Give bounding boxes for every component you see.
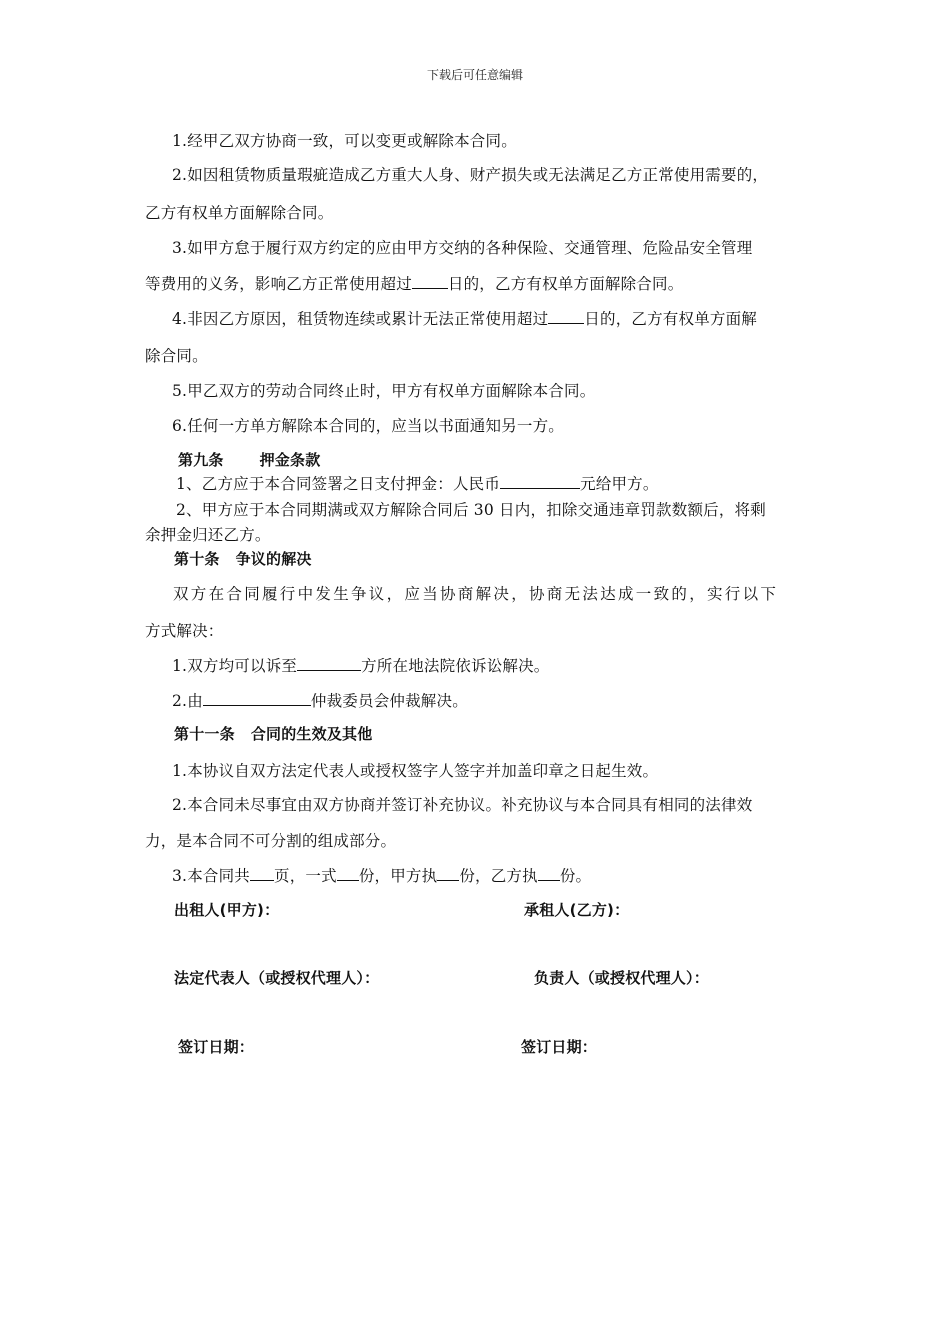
- clause-line: 2、甲方应于本合同期满或双方解除合同后 30 日内，扣除交通违章罚款数额后，将剩: [176, 501, 766, 519]
- clause-line: 2.由 仲裁委员会仲裁解决。: [172, 692, 468, 710]
- blank-field: [437, 866, 459, 881]
- clause-line: 4.非因乙方原因，租赁物连续或累计无法正常使用超过 日的，乙方有权单方面解: [172, 310, 757, 328]
- clause-line: 3.本合同共 页，一式 份，甲方执 份，乙方执 份。: [172, 867, 592, 885]
- clause-line: 等费用的义务，影响乙方正常使用超过 日的，乙方有权单方面解除合同。: [145, 275, 684, 293]
- blank-field: [297, 656, 361, 671]
- blank-field: [500, 474, 580, 489]
- blank-field: [538, 866, 560, 881]
- clause-line: 乙方有权单方面解除合同。: [145, 204, 334, 222]
- page-header: 下载后可任意编辑: [426, 68, 523, 82]
- lessee-label: 承租人(乙方)：: [524, 901, 630, 919]
- lessor-label: 出租人(甲方)：: [174, 901, 280, 919]
- clause-line: 方式解决：: [145, 622, 224, 640]
- article-heading: 第十一条 合同的生效及其他: [174, 725, 373, 743]
- clause-line: 1、乙方应于本合同签署之日支付押金：人民币 元给甲方。: [176, 475, 659, 493]
- clause-line: 5.甲乙双方的劳动合同终止时，甲方有权单方面解除本合同。: [172, 382, 596, 400]
- article-heading: 第十条 争议的解决: [174, 550, 312, 568]
- blank-field: [548, 309, 584, 324]
- clause-line: 双方在合同履行中发生争议，应当协商解决，协商无法达成一致的，实行以下: [173, 585, 779, 603]
- legal-representative-label: 法定代表人（或授权代理人）：: [174, 969, 380, 987]
- blank-field: [250, 866, 274, 881]
- responsible-person-label: 负责人（或授权代理人）：: [534, 969, 709, 987]
- clause-line: 1.双方均可以诉至 方所在地法院依诉讼解决。: [172, 657, 550, 675]
- blank-field: [412, 274, 448, 289]
- clause-line: 1.经甲乙双方协商一致，可以变更或解除本合同。: [172, 132, 517, 150]
- signing-date-left: 签订日期：: [178, 1038, 255, 1056]
- blank-field: [203, 691, 311, 706]
- clause-line: 3.如甲方怠于履行双方约定的应由甲方交纳的各种保险、交通管理、危险品安全管理: [172, 239, 753, 257]
- signing-date-right: 签订日期：: [521, 1038, 598, 1056]
- blank-field: [337, 866, 359, 881]
- article-heading: 第九条 押金条款: [178, 451, 321, 469]
- clause-line: 除合同。: [145, 347, 208, 365]
- clause-line: 余押金归还乙方。: [145, 526, 271, 544]
- clause-line: 力，是本合同不可分割的组成部分。: [145, 832, 397, 850]
- clause-line: 2.本合同未尽事宜由双方协商并签订补充协议。补充协议与本合同具有相同的法律效: [172, 796, 753, 814]
- clause-line: 6.任何一方单方解除本合同的，应当以书面通知另一方。: [172, 417, 564, 435]
- clause-line: 2.如因租赁物质量瑕疵造成乙方重大人身、财产损失或无法满足乙方正常使用需要的，: [172, 166, 769, 184]
- clause-line: 1.本协议自双方法定代表人或授权签字人签字并加盖印章之日起生效。: [172, 762, 659, 780]
